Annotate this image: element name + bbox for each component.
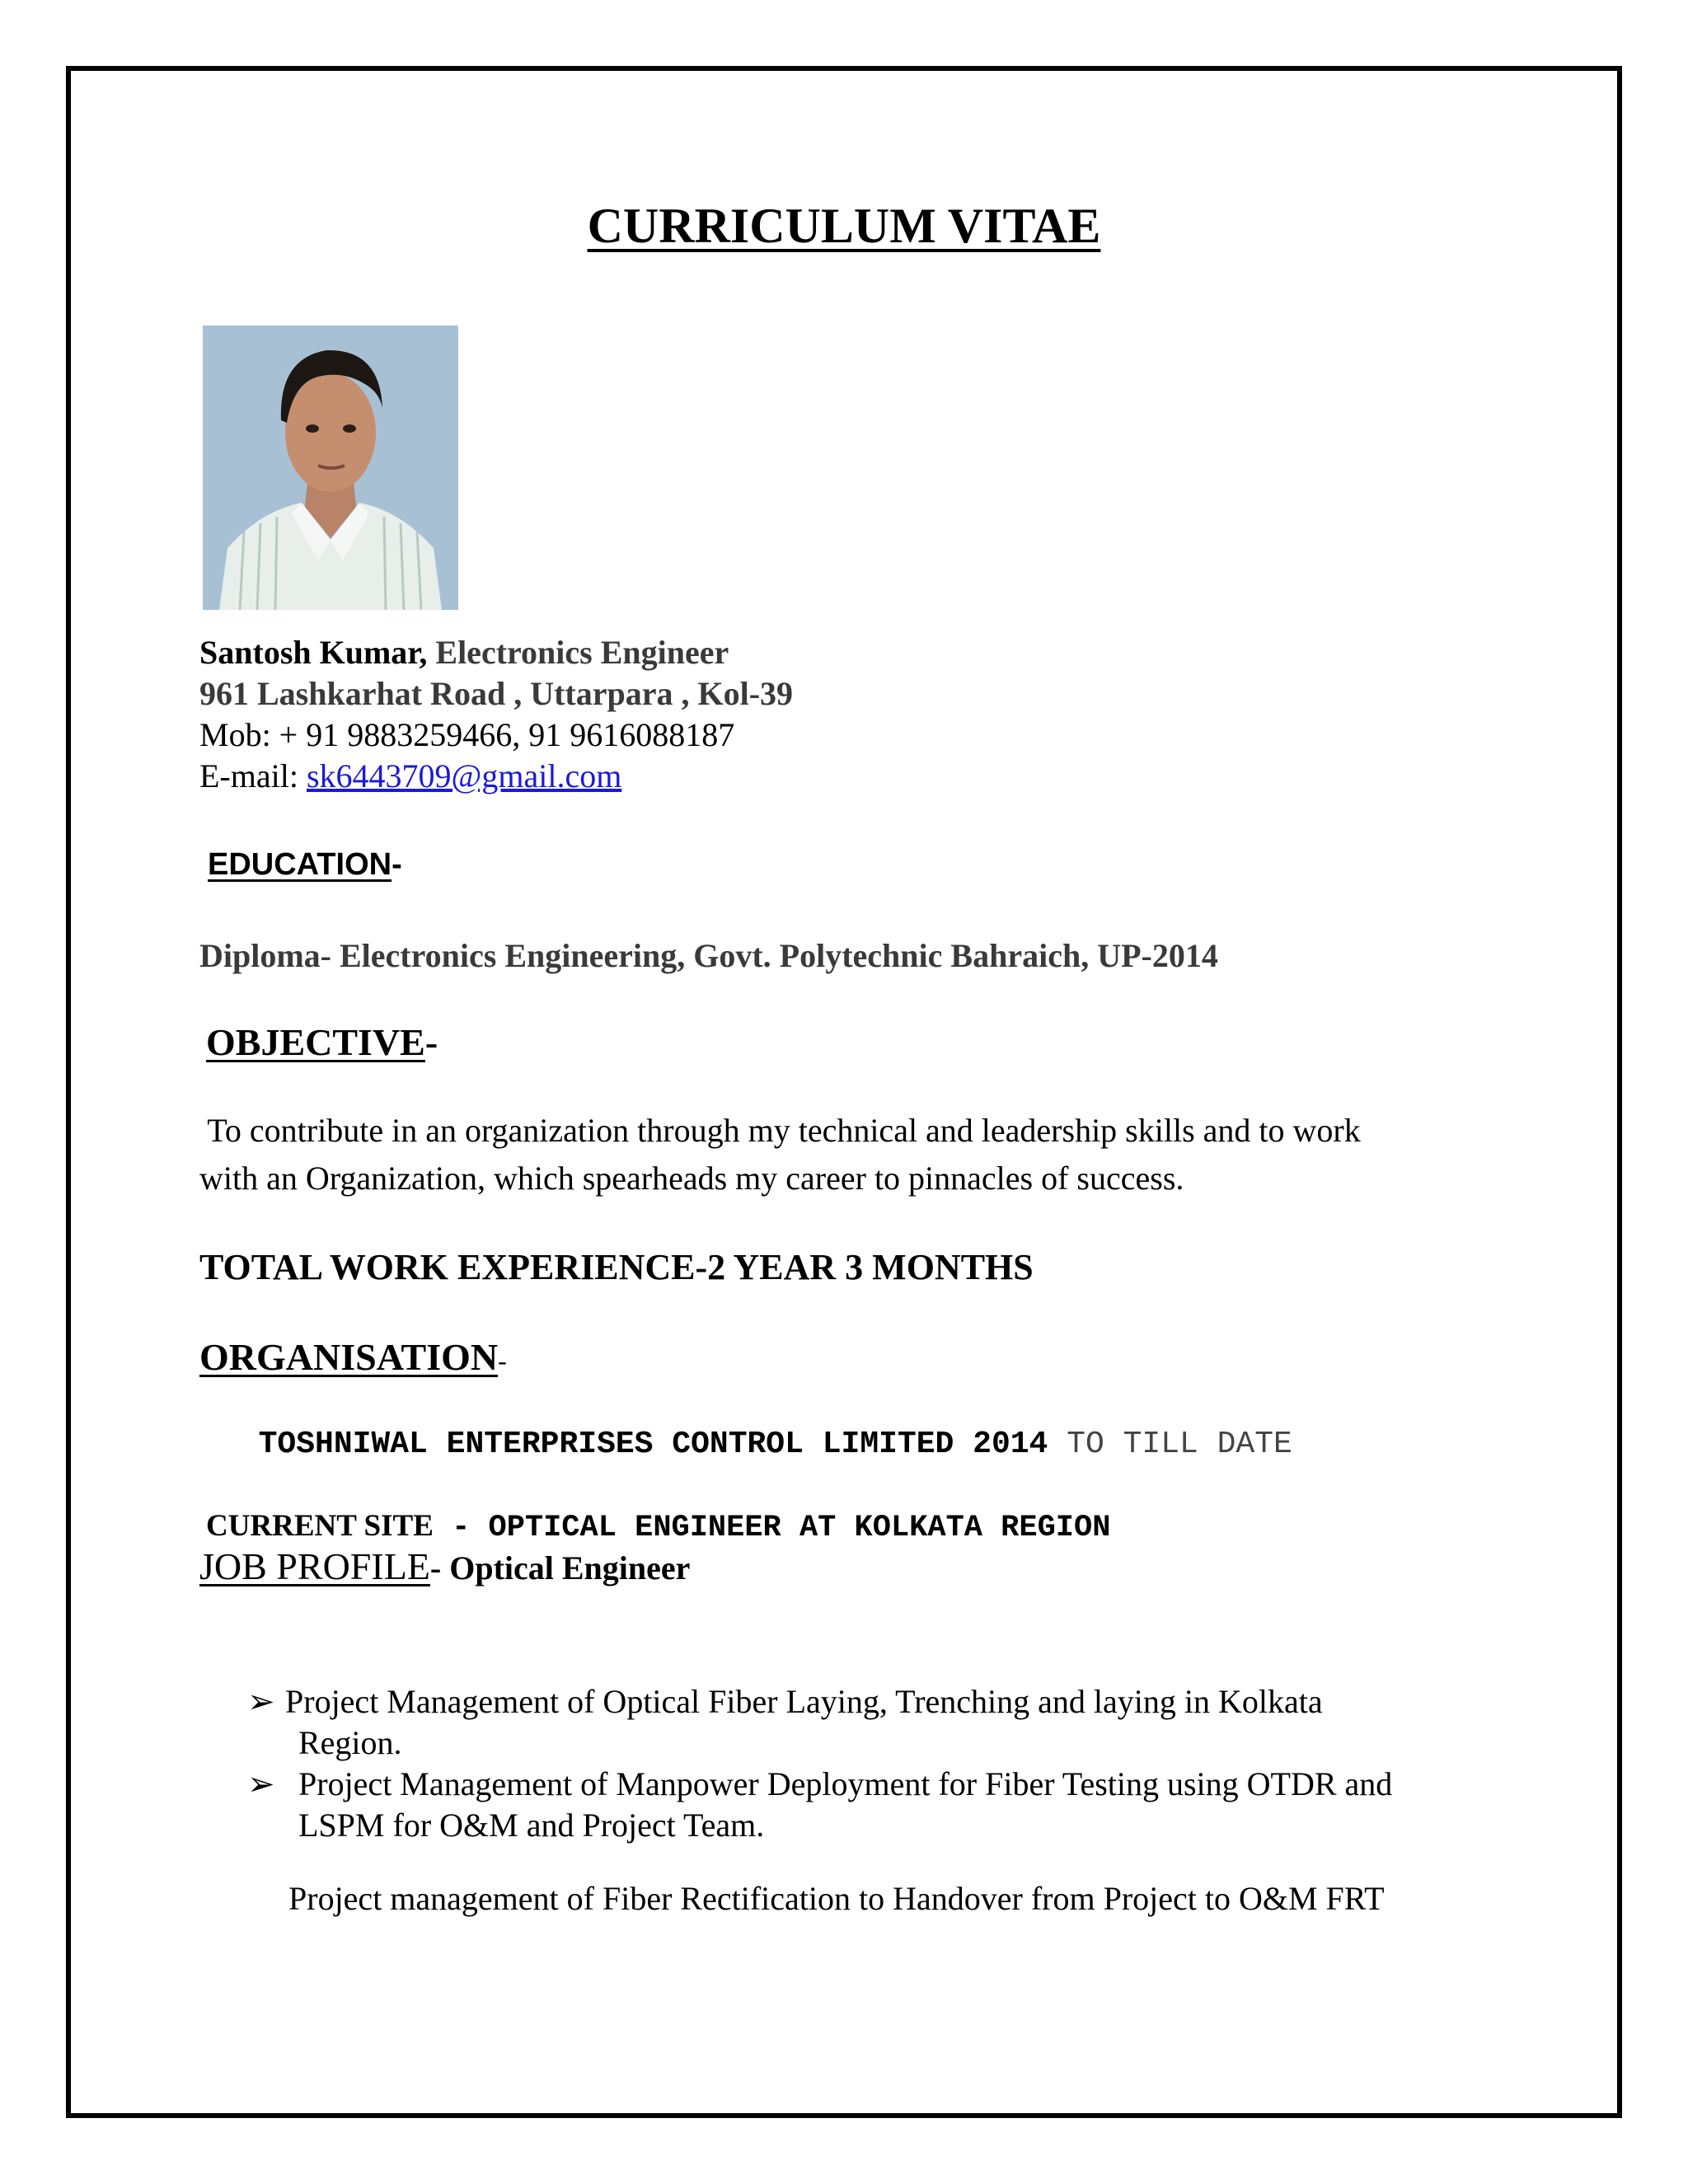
job-profile-value: - Optical Engineer [429,1549,691,1586]
organisation-line [221,1391,1292,1462]
current-site-label: CURRENT SITE [206,1509,434,1543]
profile-photo [203,326,458,610]
total-experience: TOTAL WORK EXPERIENCE-2 YEAR 3 MONTHS [199,1247,1034,1287]
organisation-heading: ORGANISATION- [199,1336,507,1378]
person-portrait-icon [203,326,458,610]
email-line [199,757,621,795]
job-profile-line [199,1544,690,1588]
objective-line-1: To contribute in an organization through my technical and leadership skills and to work [199,1112,1361,1149]
list-item-line: Region. [298,1724,402,1761]
email-label: E-mail: [199,757,307,794]
document-title: CURRICULUM VITAE [587,199,1101,253]
candidate-name: Santosh Kumar, [199,634,428,671]
arrow-bullet-icon: ➢ [247,1683,275,1720]
company-name: TOSHNIWAL ENTERPRISES CONTROL LIMITED 2014 [258,1427,1048,1462]
objective-line-2: with an Organization, which spearheads my career to pinnacles of success. [199,1160,1184,1197]
education-entry: Diploma- Electronics Engineering, Govt. Polytechnic Bahraich, UP-2014 [199,937,1218,974]
candidate-profession: Electronics Engineer [427,634,729,671]
job-profile-heading: JOB PROFILE [199,1545,430,1587]
list-item [247,1681,1533,1764]
list-item-line: Project Management of Optical Fiber Laying, Trenching and laying in Kolkata [285,1683,1323,1720]
employment-period: TO TILL DATE [1048,1427,1292,1462]
education-heading: EDUCATION- [208,847,402,882]
list-item [247,1764,1533,1846]
email-link[interactable]: sk6443709@gmail.com [306,757,622,794]
list-item-line: Project Management of Manpower Deployment for Fiber Testing using OTDR and [298,1765,1393,1802]
objective-heading: OBJECTIVE- [206,1021,438,1063]
arrow-bullet-icon: ➢ [247,1765,275,1802]
list-item-line: LSPM for O&M and Project Team. [298,1807,765,1844]
current-site-line [199,1493,1110,1545]
mobile-numbers: Mob: + 91 9883259466, 91 9616088187 [199,716,735,753]
responsibility-extra: Project management of Fiber Rectification to Handover from Project to O&M FRT [288,1880,1385,1917]
name-line [199,633,729,672]
address: 961 Lashkarhat Road , Uttarpara , Kol-39 [199,675,794,712]
current-site-value: - OPTICAL ENGINEER AT KOLKATA REGION [433,1511,1111,1545]
job-responsibilities-list [247,1681,1533,1846]
